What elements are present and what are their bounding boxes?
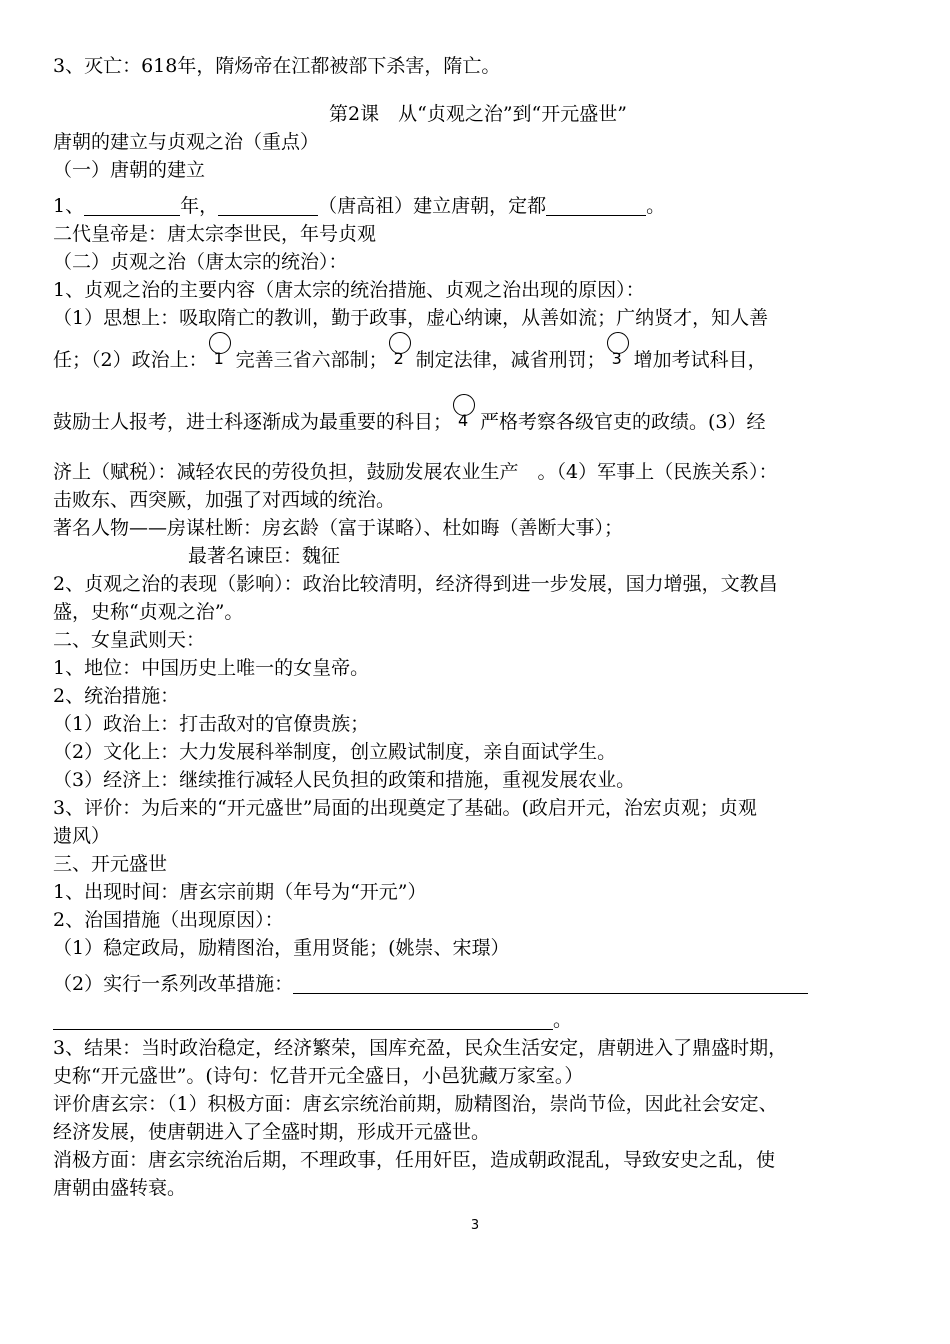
text-line: 济上（赋税）：减轻农民的劳役负担，鼓励发展农业生产 。（4）军事上（民族关系）： bbox=[53, 461, 778, 483]
answer-blank bbox=[84, 194, 180, 216]
text-line: 鼓励士人报考，进士科逐渐成为最重要的科目； 4 严格考察各级官吏的政绩。(3）经 bbox=[53, 394, 903, 450]
fill-in-line: 。 bbox=[53, 1006, 903, 1034]
text-line: （1）思想上：吸取隋亡的教训，勤于政事，虚心纳谏，从善如流；广纳贤才，知人善 bbox=[53, 307, 769, 329]
text-line: 经济发展，使唐朝进入了全盛时期，形成开元盛世。 bbox=[53, 1121, 491, 1143]
answer-blank bbox=[53, 1008, 553, 1030]
text-line: 击败东、西突厥，加强了对西域的统治。 bbox=[53, 489, 396, 511]
section-heading: 二、女皇武则天： bbox=[53, 629, 206, 651]
subsection-heading: （一）唐朝的建立 bbox=[53, 159, 206, 181]
text-line: 2、治国措施（出现原因）： bbox=[53, 909, 284, 931]
page-number: 3 bbox=[470, 1218, 480, 1233]
text-line: 任；（2）政治上： 1 完善三省六部制； 2 制定法律，减省刑罚； 3 增加考试科目， bbox=[53, 332, 903, 388]
text-line: 评价唐玄宗：（1）积极方面：唐玄宗统治前期，励精图治，崇尚节俭，因此社会安定、 bbox=[53, 1093, 778, 1115]
text-line: 1、贞观之治的主要内容（唐太宗的统治措施、贞观之治出现的原因）： bbox=[53, 279, 645, 301]
circled-number-1-icon: 1 bbox=[208, 332, 234, 376]
text-line: （1）稳定政局，励精图治，重用贤能；(姚崇、宋璟） bbox=[53, 937, 510, 959]
text-line: （3）经济上：继续推行减轻人民负担的政策和措施，重视发展农业。 bbox=[53, 769, 636, 791]
answer-blank bbox=[546, 194, 646, 216]
document-page bbox=[53, 52, 903, 1202]
section-heading: 三、开元盛世 bbox=[53, 853, 168, 875]
answer-blank bbox=[218, 194, 318, 216]
text-line: 2、贞观之治的表现（影响）：政治比较清明，经济得到进一步发展，国力增强，文教昌 bbox=[53, 573, 778, 595]
circled-number-3-icon: 3 bbox=[606, 332, 632, 376]
text-line: 3、评价：为后来的“开元盛世”局面的出现奠定了基础。(政启开元，治宏贞观；贞观 bbox=[53, 797, 757, 819]
text-line: 二代皇帝是：唐太宗李世民，年号贞观 bbox=[53, 223, 377, 245]
text-line: （1）政治上：打击敌对的官僚贵族； bbox=[53, 713, 370, 735]
text-line: 3、灭亡：618年，隋炀帝在江都被部下杀害，隋亡。 bbox=[53, 55, 501, 77]
fill-in-line: 1、 年， （唐高祖）建立唐朝，定都 。 bbox=[53, 195, 666, 217]
lesson-title: 第2课 从“贞观之治”到“开元盛世” bbox=[329, 103, 627, 125]
text-line: 遗风） bbox=[53, 825, 111, 847]
section-heading: 唐朝的建立与贞观之治（重点） bbox=[53, 131, 320, 153]
text-line: 消极方面：唐玄宗统治后期，不理政事，任用奸臣，造成朝政混乱，导致安史之乱，使 bbox=[53, 1149, 776, 1171]
text-line: 1、出现时间：唐玄宗前期（年号为“开元”） bbox=[53, 881, 427, 903]
text-line: 1、地位：中国历史上唯一的女皇帝。 bbox=[53, 657, 370, 679]
text-line: 2、统治措施： bbox=[53, 685, 180, 707]
text-line: 3、结果：当时政治稳定，经济繁荣，国库充盈，民众生活安定，唐朝进入了鼎盛时期， bbox=[53, 1037, 788, 1059]
answer-blank bbox=[293, 972, 808, 994]
text-line: 盛，史称“贞观之治”。 bbox=[53, 601, 244, 623]
fill-in-line: （2）实行一系列改革措施： bbox=[53, 970, 903, 998]
text-line: （2）文化上：大力发展科举制度，创立殿试制度，亲自面试学生。 bbox=[53, 741, 617, 763]
subsection-heading: （二）贞观之治（唐太宗的统治）： bbox=[53, 251, 348, 273]
text-line: 最著名谏臣：魏征 bbox=[188, 545, 341, 567]
circled-number-2-icon: 2 bbox=[388, 332, 414, 376]
text-line: 著名人物——房谋杜断：房玄龄（富于谋略）、杜如晦（善断大事）； bbox=[53, 517, 624, 539]
circled-number-4-icon: 4 bbox=[452, 394, 478, 438]
text-line: 史称“开元盛世”。(诗句：忆昔开元全盛日，小邑犹藏万家室。） bbox=[53, 1065, 584, 1087]
text-line: 唐朝由盛转衰。 bbox=[53, 1177, 187, 1199]
